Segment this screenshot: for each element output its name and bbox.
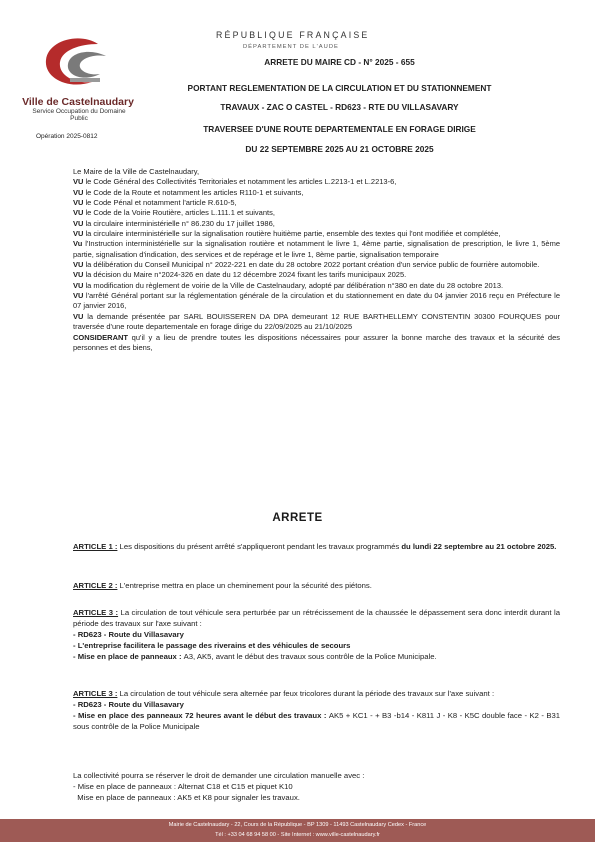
considerant-line: VU la demande présentée par SARL BOUISSEREN DA DPA demeurant 12 RUE BARTHELLEMY CONSTENTIN 30300 FOURQUES pour traversée d'une route departementale en forage dirige du 22/09/2025 au 21/10/2025: [73, 311, 560, 332]
republique-heading: RÉPUBLIQUE FRANÇAISE: [216, 30, 370, 40]
arrete-location: TRAVAUX - ZAC O CASTEL - RD623 - RTE DU VILLASAVARY: [220, 102, 459, 112]
considerant-line: VU la délibération du Conseil Municipal n° 2022-221 en date du 28 octobre 2022 portant création d'un service public de fourrière automobile.: [73, 260, 540, 270]
preamble: [73, 167, 560, 353]
considerant-line: VU le Code de la Route et notamment les articles R110-1 et suivants,: [73, 187, 304, 197]
footer-address: Mairie de Castelnaudary - 22, Cours de la République - BP 1309 - 11493 Castelnaudary Cedex - France: [168, 822, 427, 828]
considerant-line: VU la modification du règlement de voirie de la Ville de Castelnaudary, adopté par délibération n°380 en date du 28 octobre 2013.: [73, 280, 504, 290]
decision-title: ARRETE: [272, 512, 323, 524]
considerant-line: VU la décision du Maire n°2024-326 en date du 12 décembre 2024 fixant les tarifs municipaux 2025.: [73, 270, 407, 280]
town-name: Ville de Castelnaudary: [22, 96, 134, 108]
considerant-line: VU l'arrêté Général portant sur la réglementation générale de la circulation et du stationnement en date du 04 janvier 2016 reçu en Préfecture le 07 janvier 2016,: [73, 291, 560, 311]
preamble-intro: Le Maire de la Ville de Castelnaudary,: [73, 167, 200, 176]
page-footer: [0, 819, 595, 842]
arrete-number: ARRETE DU MAIRE CD - N° 2025 - 655: [264, 57, 415, 67]
considerant-line: VU la circulaire interministérielle n° 86.230 du 17 juillet 1986,: [73, 218, 275, 228]
considerant-line: Vu l'Instruction interministérielle sur la signalisation routière et notamment le livre 1, 4ème partie, signalisation de prescription, le livre 1, 5ème partie, signalisation d'indication, des services et de repérage et le livre 1, 8ème partie, signalisation temporaire: [73, 239, 560, 259]
article-3: ARTICLE 3 : La circulation de tout véhicule sera perturbée par un rétrécissement de la chaussée le dépassement sera donc interdit durant la période des travaux sur l'axe suivant : - RD623 - Route du Villasavary - L'entreprise facilitera le passage des riverains et des véhicules de secours - Mise en place de panneaux : A3, AK5, avant le début des travaux sous contrôle de la Police Municipale.: [73, 608, 561, 661]
article-2: ARTICLE 2 : L'entreprise mettra en place un cheminement pour la sécurité des piétons.: [73, 581, 372, 590]
arrete-dates: DU 22 SEPTEMBRE 2025 AU 21 OCTOBRE 2025: [245, 144, 434, 154]
article-3-bis-axis: - RD623 - Route du Villasavary: [73, 700, 184, 709]
considerant-line: CONSIDERANT qu'il y a lieu de prendre toutes les dispositions nécessaires pour assurer la bonne marche des travaux et la sécurité des personnes et des biens,: [73, 332, 560, 352]
arrete-subject: PORTANT REGLEMENTATION DE LA CIRCULATION ET DU STATIONNEMENT: [187, 83, 492, 93]
service-name: Service Occupation du Domaine Public: [32, 108, 126, 122]
operation-number: Opération 2025-0812: [36, 133, 98, 140]
considerant-line: VU la circulaire interministérielle sur la signalisation routière huitième partie, ensemble des textes qui l'ont modifiée et complétée,: [73, 229, 501, 239]
article-3-access: - L'entreprise facilitera le passage des riverains et des véhicules de secours: [73, 641, 351, 650]
considerant-line: VU le Code Pénal et notamment l'article R.610-5,: [73, 198, 237, 208]
article-1: ARTICLE 1 : Les dispositions du présent arrêté s'appliqueront pendant les travaux programmés du lundi 22 septembre au 21 octobre 2025.: [73, 542, 557, 551]
considerant-line: VU le Code de la Voirie Routière, articles L.111.1 et suivants,: [73, 208, 275, 218]
collectivite-item: Mise en place de panneaux : AK5 et K8 pour signaler les travaux.: [73, 793, 300, 802]
article-3-bis: ARTICLE 3 : La circulation de tout véhicule sera alternée par feux tricolores durant la période des travaux sur l'axe suivant : - RD623 - Route du Villasavary - Mise en place des panneaux 72 heures avant le début des travaux : AK5 + KC1 - + B3 -b14 - K811 J - K8 - K5C double face - K2 - B31 sous contrôle de la Police Municipale: [73, 689, 560, 731]
arrete-works: TRAVERSEE D'UNE ROUTE DEPARTEMENTALE EN FORAGE DIRIGE: [203, 124, 476, 134]
footer-contact: Tél : +33 04 68 94 58 00 - Site Internet : www.ville-castelnaudary.fr: [215, 832, 380, 838]
considerant-line: VU le Code Général des Collectivités Territoriales et notamment les articles L.2213-1 et L.2213-6,: [73, 177, 397, 187]
collectivite-section: La collectivité pourra se réserver le droit de demander une circulation manuelle avec : - Mise en place de panneaux : Alternat C18 et C15 et piquet K10 Mise en place de panneaux : AK5 et K8 pour signaler les travaux.: [73, 770, 560, 803]
collectivite-item: - Mise en place de panneaux : Alternat C18 et C15 et piquet K10: [73, 782, 293, 791]
article-3-axis: - RD623 - Route du Villasavary: [73, 630, 184, 639]
departement-heading: DÉPARTEMENT DE L'AUDE: [243, 44, 339, 50]
